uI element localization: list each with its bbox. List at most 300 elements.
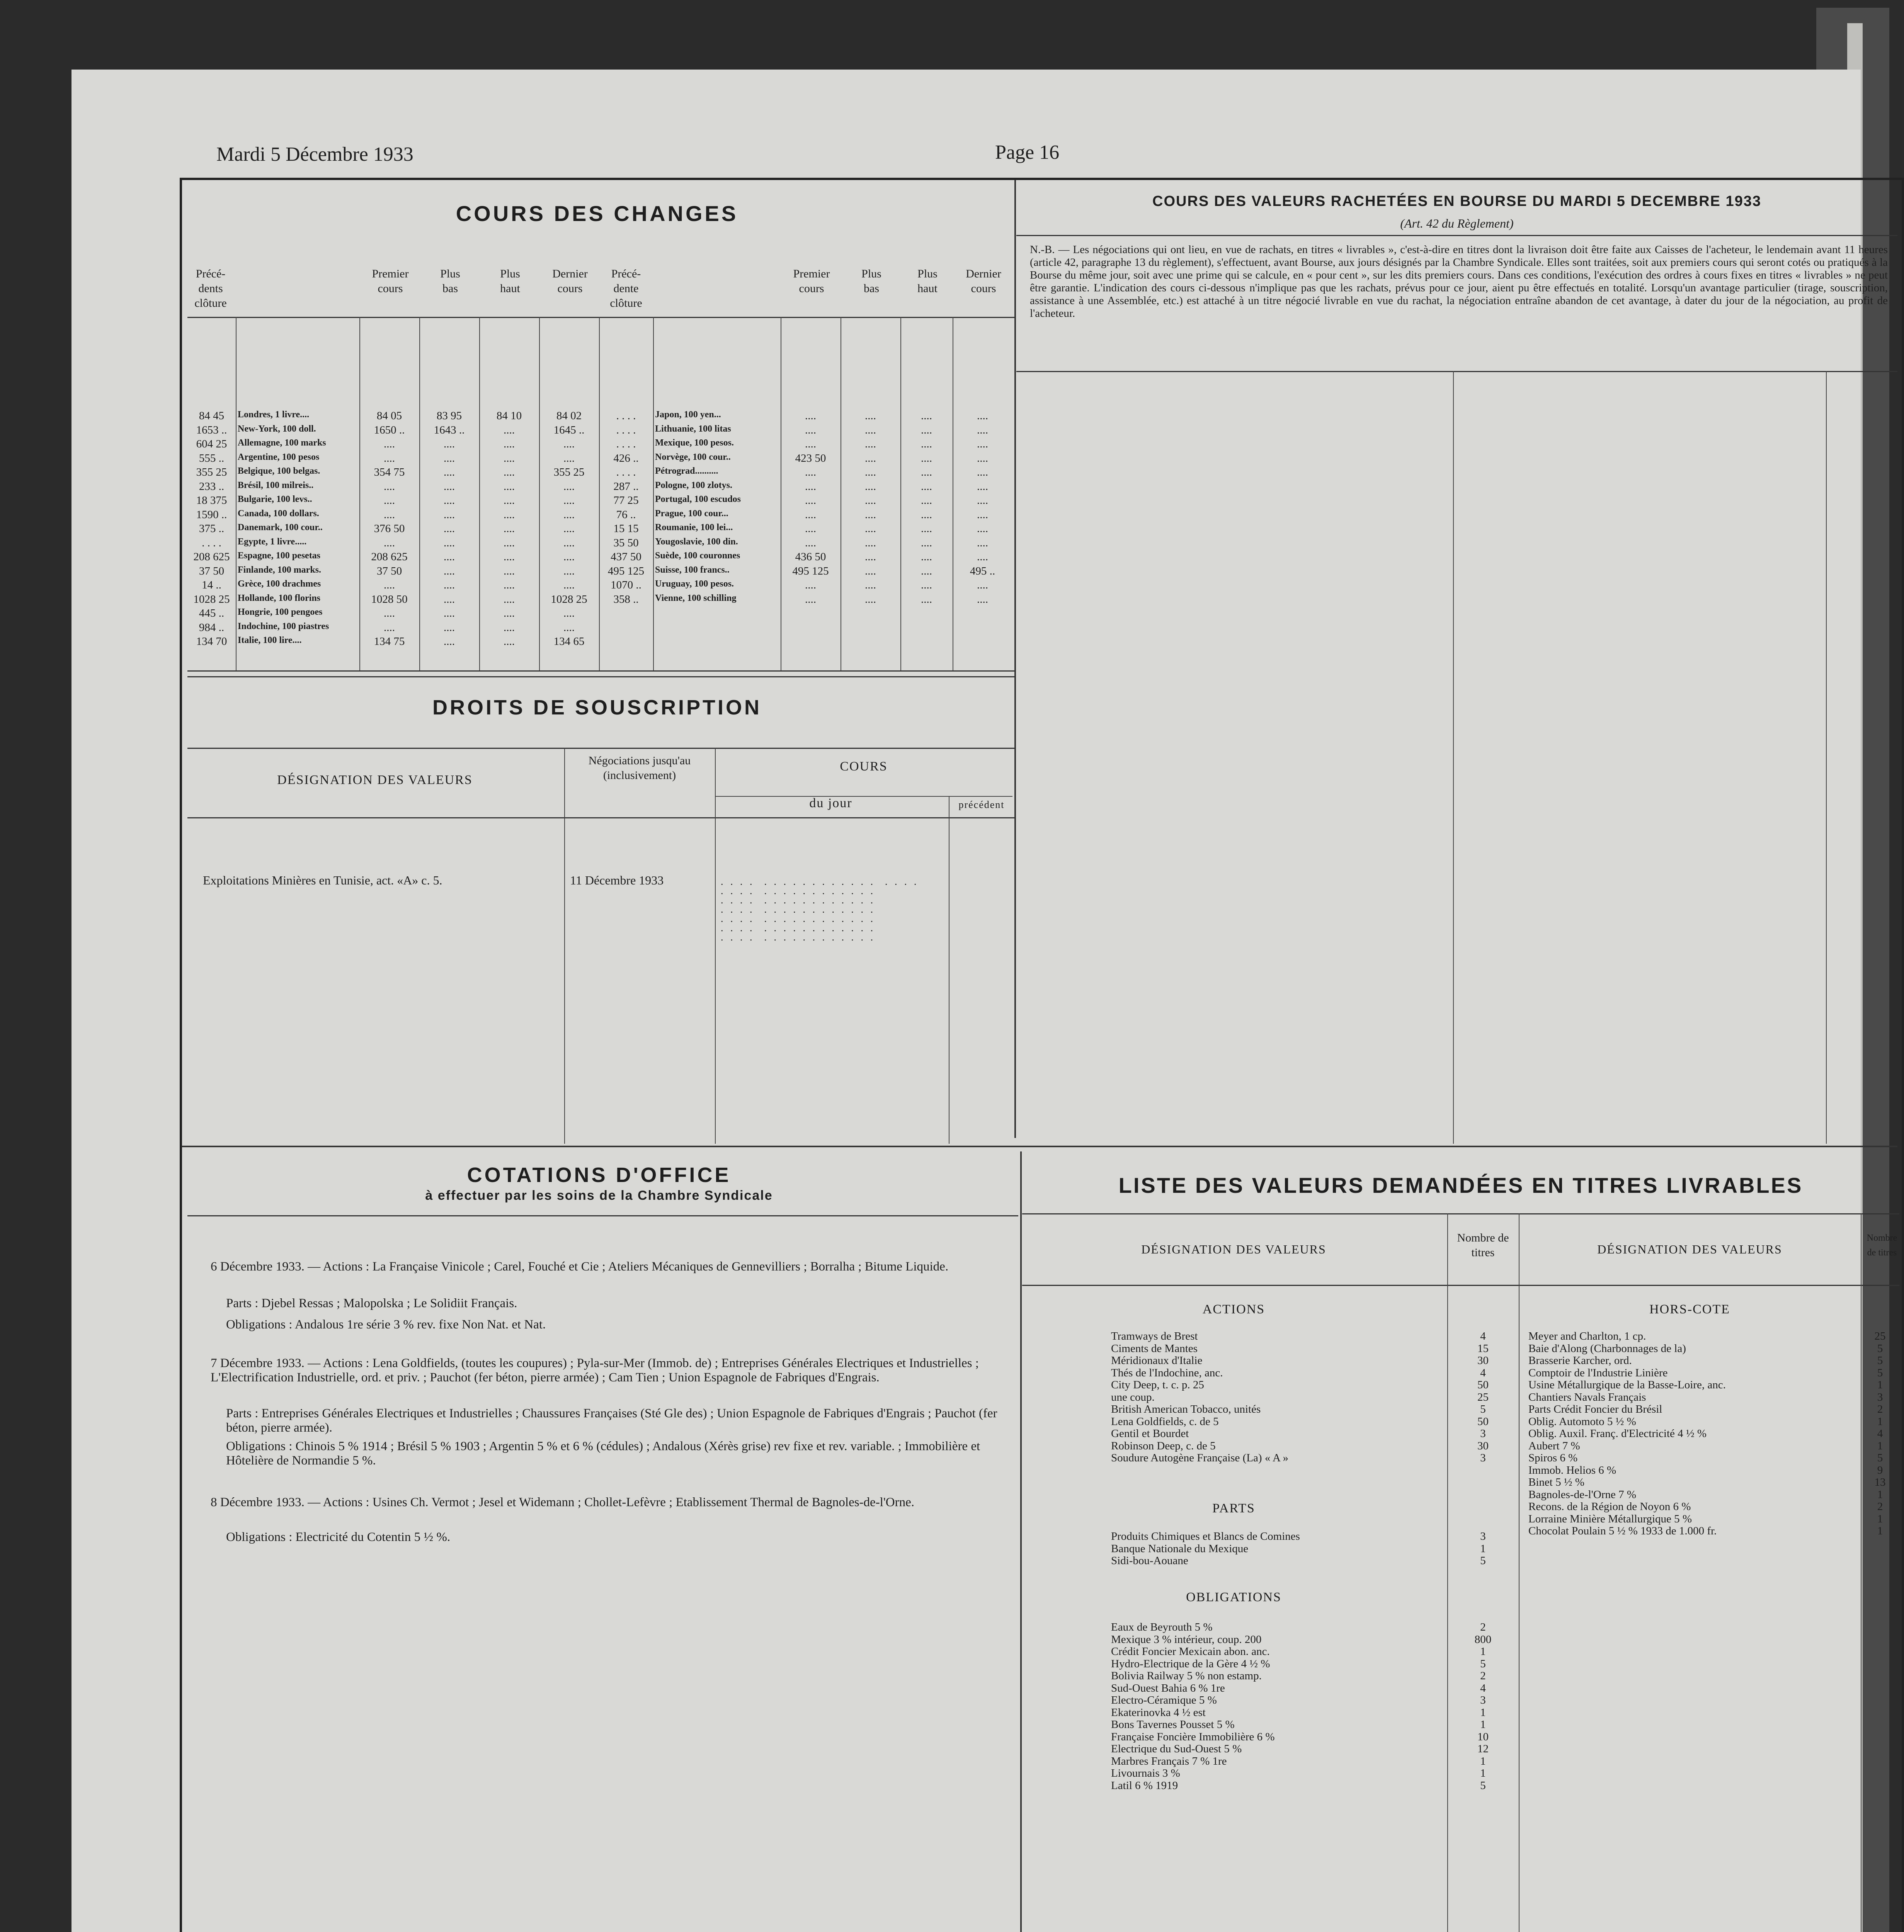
rate-cell: . . . . xyxy=(616,438,636,450)
rate-cell: .... xyxy=(384,508,395,521)
list-item: Brasserie Karcher, ord. xyxy=(1528,1354,1632,1367)
list-item: Recons. de la Région de Noyon 6 % xyxy=(1528,1500,1691,1513)
office-subtitle: à effectuer par les soins de la Chambre Syndicale xyxy=(425,1188,773,1203)
rate-cell: .... xyxy=(921,466,932,478)
list-item: Sud-Ouest Bahia 6 % 1re xyxy=(1111,1682,1225,1694)
rate-cell: .... xyxy=(444,635,455,648)
office-p3: Obligations : Andalous 1re série 3 % rev. fixe Non Nat. et Nat. xyxy=(226,1318,546,1332)
count-cell: 9 xyxy=(1877,1464,1883,1476)
count-cell: 1 xyxy=(1480,1645,1486,1658)
rule xyxy=(599,317,600,670)
currency-name: Uruguay, 100 pesos. xyxy=(655,579,734,589)
list-item: Robinson Deep, c. de 5 xyxy=(1111,1439,1216,1452)
separator-1 xyxy=(182,1146,1897,1147)
list-item: Sidi-bou-Aouane xyxy=(1111,1554,1188,1567)
livrables-col-designation: DÉSIGNATION DES VALEURS xyxy=(1141,1242,1326,1256)
rate-cell: .... xyxy=(563,565,575,577)
list-item: Tramways de Brest xyxy=(1111,1330,1198,1342)
rate-cell: .... xyxy=(563,480,575,493)
currency-name: Londres, 1 livre.... xyxy=(238,410,310,420)
livrables-parts-label: PARTS xyxy=(1212,1501,1255,1515)
rate-cell: 134 75 xyxy=(374,635,405,648)
rate-cell: 14 .. xyxy=(202,579,221,591)
rate-cell: 134 70 xyxy=(196,635,227,648)
rate-cell: 1645 .. xyxy=(553,423,585,436)
rate-cell: .... xyxy=(563,452,575,464)
rate-cell: 355 25 xyxy=(196,466,227,478)
rate-cell: .... xyxy=(805,522,816,535)
count-cell: 1 xyxy=(1877,1415,1883,1428)
currency-name: Danemark, 100 cour.. xyxy=(238,522,323,532)
livrables-actions-label: ACTIONS xyxy=(1202,1302,1265,1316)
currency-name: Bulgarie, 100 levs.. xyxy=(238,494,312,504)
list-item: Bons Tavernes Pousset 5 % xyxy=(1111,1718,1235,1731)
rate-cell: .... xyxy=(805,466,816,478)
rate-cell: .... xyxy=(865,466,876,478)
rate-cell: .... xyxy=(865,438,876,450)
rate-cell: 15 15 xyxy=(613,522,639,535)
rate-cell: .... xyxy=(921,508,932,521)
list-item: Gentil et Bourdet xyxy=(1111,1427,1189,1440)
header-date: Mardi 5 Décembre 1933 xyxy=(216,143,413,165)
rate-cell: .... xyxy=(444,522,455,535)
rate-cell: 84 45 xyxy=(199,410,225,422)
rate-cell: .... xyxy=(504,423,515,436)
rate-cell: .... xyxy=(444,480,455,493)
souscription-row-name: Exploitations Minières en Tunisie, act. «A» c. 5. xyxy=(203,873,442,887)
rate-cell: .... xyxy=(444,452,455,464)
rate-cell: .... xyxy=(865,423,876,436)
livrables-actions-list xyxy=(1111,1330,1443,1464)
rule xyxy=(236,317,237,670)
rate-cell: .... xyxy=(921,480,932,493)
count-cell: 1 xyxy=(1480,1718,1486,1731)
rate-cell: .... xyxy=(563,621,575,634)
rate-cell: 426 .. xyxy=(613,452,639,464)
souscription-col-cours: COURS xyxy=(840,759,888,774)
list-item: Chocolat Poulain 5 ½ % 1933 de 1.000 fr. xyxy=(1528,1525,1717,1537)
rule xyxy=(653,317,654,670)
list-item: Livournais 3 % xyxy=(1111,1767,1180,1779)
rate-cell: 287 .. xyxy=(613,480,639,493)
rate-cell: 1643 .. xyxy=(434,423,465,436)
livrables-parts-list xyxy=(1111,1530,1443,1567)
list-item: Baie d'Along (Charbonnages de la) xyxy=(1528,1342,1686,1355)
count-cell: 5 xyxy=(1877,1342,1883,1355)
rate-cell: .... xyxy=(921,593,932,605)
currency-name: Brésil, 100 milreis.. xyxy=(238,480,314,490)
rate-cell: .... xyxy=(504,607,515,619)
rule xyxy=(1016,235,1897,236)
list-item: Bagnoles-de-l'Orne 7 % xyxy=(1528,1488,1637,1501)
count-cell: 1 xyxy=(1480,1706,1486,1719)
rate-cell: .... xyxy=(444,551,455,563)
currency-name: Pologne, 100 zlotys. xyxy=(655,480,732,490)
livrables-col-nombre: Nombre de titres xyxy=(1457,1231,1509,1259)
rate-cell: .... xyxy=(504,494,515,507)
currency-name: Norvège, 100 cour.. xyxy=(655,452,731,462)
rate-cell: .... xyxy=(444,579,455,591)
rate-cell: .... xyxy=(384,494,395,507)
rate-cell: .... xyxy=(563,522,575,535)
rate-cell: .... xyxy=(977,494,988,507)
list-item: Soudure Autogène Française (La) « A » xyxy=(1111,1452,1289,1464)
count-cell: 3 xyxy=(1480,1694,1486,1706)
count-cell: 12 xyxy=(1477,1743,1489,1755)
count-cell: 50 xyxy=(1477,1415,1489,1428)
list-item: Usine Métallurgique de la Basse-Loire, anc. xyxy=(1528,1379,1726,1391)
rate-cell: .... xyxy=(921,522,932,535)
rate-cell: .... xyxy=(921,579,932,591)
rate-cell: 134 65 xyxy=(553,635,585,648)
rate-cell: .... xyxy=(504,551,515,563)
currency-name: Italie, 100 lire.... xyxy=(238,635,302,645)
livrables-col-designation-2: DÉSIGNATION DES VALEURS xyxy=(1597,1242,1782,1256)
column-divider-mid xyxy=(1020,1151,1022,1932)
rule xyxy=(187,748,1014,749)
header-page: Page 16 xyxy=(995,141,1060,163)
currency-name: Lithuanie, 100 litas xyxy=(655,423,731,434)
rate-cell: .... xyxy=(805,480,816,493)
rate-cell: .... xyxy=(504,466,515,478)
rate-cell: 1650 .. xyxy=(374,423,405,436)
rate-cell: 1070 .. xyxy=(611,579,641,591)
rate-cell: .... xyxy=(444,593,455,605)
currency-name: Finlande, 100 marks. xyxy=(238,565,322,575)
livrables-obligations-list xyxy=(1111,1621,1443,1791)
count-cell: 5 xyxy=(1877,1366,1883,1379)
rate-cell: 1590 .. xyxy=(196,508,227,521)
rate-cell: .... xyxy=(977,480,988,493)
list-item: Aubert 7 % xyxy=(1528,1439,1580,1452)
rate-cell: .... xyxy=(563,536,575,549)
list-item: Bolivia Railway 5 % non estamp. xyxy=(1111,1670,1262,1682)
count-cell: 5 xyxy=(1877,1452,1883,1464)
rate-cell: 37 50 xyxy=(199,565,225,577)
list-item: Comptoir de l'Industrie Linière xyxy=(1528,1366,1668,1379)
rate-cell: 77 25 xyxy=(613,494,639,507)
office-p2: Parts : Djebel Ressas ; Malopolska ; Le Solidiit Français. xyxy=(226,1296,517,1310)
count-cell: 4 xyxy=(1480,1330,1486,1342)
currency-name: Suède, 100 couronnes xyxy=(655,551,740,561)
currency-name: Egypte, 1 livre..... xyxy=(238,536,307,547)
changes-col-bas: Plus bas xyxy=(440,267,460,295)
count-cell: 30 xyxy=(1477,1439,1489,1452)
rule xyxy=(1016,371,1897,372)
rate-cell: 358 .. xyxy=(613,593,639,605)
count-cell: 1 xyxy=(1877,1439,1883,1452)
livrables-horscote-label: HORS-COTE xyxy=(1649,1302,1730,1316)
currency-name: Canada, 100 dollars. xyxy=(238,508,319,519)
rate-cell: 354 75 xyxy=(374,466,405,478)
rate-cell: 1653 .. xyxy=(196,423,227,436)
rate-cell: 83 95 xyxy=(436,410,462,422)
count-cell: 1 xyxy=(1480,1767,1486,1779)
changes-col-haut-2: Plus haut xyxy=(917,267,938,295)
list-item: Eaux de Beyrouth 5 % xyxy=(1111,1621,1213,1633)
livrables-actions-counts xyxy=(1449,1330,1517,1464)
souscription-col-negociations: Négociations jusqu'au (inclusivement) xyxy=(588,754,691,782)
rate-cell: 376 50 xyxy=(374,522,405,535)
rate-cell: .... xyxy=(504,480,515,493)
rate-cell: .... xyxy=(384,452,395,464)
rate-cell: 208 625 xyxy=(371,551,408,563)
list-item: Produits Chimiques et Blancs de Comines xyxy=(1111,1530,1300,1543)
count-cell: 1 xyxy=(1480,1755,1486,1767)
rate-cell: .... xyxy=(504,593,515,605)
rate-cell: .... xyxy=(977,452,988,464)
rate-cell: .... xyxy=(504,621,515,634)
rate-cell: .... xyxy=(977,423,988,436)
rate-cell: .... xyxy=(865,452,876,464)
currency-name: Belgique, 100 belgas. xyxy=(238,466,320,476)
list-item: Ekaterinovka 4 ½ est xyxy=(1111,1706,1206,1719)
rate-cell: .... xyxy=(977,551,988,563)
livrables-parts-counts xyxy=(1449,1530,1517,1567)
list-item: Oblig. Automoto 5 ½ % xyxy=(1528,1415,1636,1428)
office-p1: 6 Décembre 1933. — Actions : La Française Vinicole ; Carel, Fouché et Cie ; Ateliers Mécaniques de Gennevilliers ; Borralha ; Bitume Liquide. xyxy=(211,1260,949,1274)
rate-cell: . . . . xyxy=(616,410,636,422)
rate-cell: .... xyxy=(805,536,816,549)
rule xyxy=(900,317,901,670)
rate-cell: .... xyxy=(865,410,876,422)
rate-cell: 984 .. xyxy=(199,621,225,634)
list-item: Spiros 6 % xyxy=(1528,1452,1578,1464)
column-divider-top xyxy=(1014,180,1016,1138)
rate-cell: 76 .. xyxy=(616,508,636,521)
currency-name: Hollande, 100 florins xyxy=(238,593,321,603)
changes-col-prev2: Précé- dente clôture xyxy=(610,267,642,310)
rule xyxy=(187,1215,1018,1216)
rate-cell: .... xyxy=(504,508,515,521)
rule xyxy=(1022,1285,1899,1286)
list-item: Meyer and Charlton, 1 cp. xyxy=(1528,1330,1646,1342)
rate-cell: .... xyxy=(865,551,876,563)
currency-name: Japon, 100 yen... xyxy=(655,410,721,420)
rule xyxy=(1453,371,1454,1144)
rate-cell: .... xyxy=(444,565,455,577)
list-item: Ciments de Mantes xyxy=(1111,1342,1198,1355)
rate-cell: . . . . xyxy=(202,536,221,549)
rate-cell: .... xyxy=(865,480,876,493)
rate-cell: 495 125 xyxy=(607,565,645,577)
rate-cell: 18 375 xyxy=(196,494,227,507)
rate-cell: .... xyxy=(504,635,515,648)
rate-cell: 555 .. xyxy=(199,452,225,464)
count-cell: 1 xyxy=(1877,1525,1883,1537)
rate-cell: .... xyxy=(563,551,575,563)
livrables-title: LISTE DES VALEURS DEMANDÉES EN TITRES LIVRABLES xyxy=(1118,1173,1803,1197)
rate-cell: .... xyxy=(805,438,816,450)
count-cell: 1 xyxy=(1877,1512,1883,1525)
rate-cell: .... xyxy=(563,607,575,619)
rate-cell: .... xyxy=(921,551,932,563)
count-cell: 2 xyxy=(1480,1670,1486,1682)
count-cell: 1 xyxy=(1877,1379,1883,1391)
rate-cell: 445 .. xyxy=(199,607,225,619)
rate-cell: .... xyxy=(384,579,395,591)
changes-header-rule xyxy=(187,317,1014,318)
list-item: Immob. Helios 6 % xyxy=(1528,1464,1616,1476)
rate-cell: .... xyxy=(977,508,988,521)
rate-cell: 495 .. xyxy=(970,565,995,577)
rate-cell: .... xyxy=(504,438,515,450)
souscription-row-date: 11 Décembre 1933 xyxy=(570,873,664,887)
office-p7: 8 Décembre 1933. — Actions : Usines Ch. Vermot ; Jesel et Widemann ; Chollet-Lefèvre ; Etablissement Thermal de Bagnoles-de-l'Orne. xyxy=(211,1495,915,1509)
changes-col-premier-2: Premier cours xyxy=(793,267,830,295)
rate-cell: 423 50 xyxy=(795,452,826,464)
livrables-col-nombre-2: Nombre de titres xyxy=(1867,1233,1897,1258)
rate-cell: . . . . xyxy=(616,423,636,436)
rate-cell: .... xyxy=(805,494,816,507)
souscription-dots: . . . . . . . . . . . . . . . . . . . . . . . . . . . . . . . . . . . . . . . . . . . . . . . . . . . . . . . . . . . . . . . . . . . . . . . . . . . . . . . . . . . . . . . . . . . . . . . . . . . . . . . . . . . . . . . . . . . . xyxy=(721,876,919,943)
count-cell: 1 xyxy=(1480,1542,1486,1555)
rate-cell: .... xyxy=(805,593,816,605)
rachat-subtitle: (Art. 42 du Règlement) xyxy=(1400,216,1514,230)
rate-cell: .... xyxy=(977,466,988,478)
office-p6: Obligations : Chinois 5 % 1914 ; Brésil 5 % 1903 ; Argentin 5 % et 6 % (cédules) ; Andalous (Xérès grise) rev fixe et rev. variable. ; Immobilière et Hôtelière de Normandie 5 %. xyxy=(226,1439,980,1468)
rate-cell: .... xyxy=(977,536,988,549)
changes-title: COURS DES CHANGES xyxy=(456,201,738,226)
rate-cell: .... xyxy=(865,494,876,507)
office-title: COTATIONS D'OFFICE xyxy=(467,1163,731,1187)
list-item: Latil 6 % 1919 xyxy=(1111,1779,1178,1792)
rate-cell: 208 625 xyxy=(193,551,230,563)
rate-cell: .... xyxy=(444,438,455,450)
rate-cell: .... xyxy=(444,494,455,507)
currency-name: Argentine, 100 pesos xyxy=(238,452,320,462)
list-item: Thés de l'Indochine, anc. xyxy=(1111,1366,1223,1379)
souscription-col-precedent: précédent xyxy=(958,799,1005,810)
rate-cell: .... xyxy=(921,565,932,577)
list-item: Méridionaux d'Italie xyxy=(1111,1354,1203,1367)
count-cell: 3 xyxy=(1480,1427,1486,1440)
currency-name: Pétrograd.......... xyxy=(655,466,718,476)
count-cell: 5 xyxy=(1480,1554,1486,1567)
count-cell: 3 xyxy=(1480,1452,1486,1464)
rate-cell: 1028 25 xyxy=(193,593,230,605)
rule xyxy=(1022,1213,1899,1214)
rate-cell: 355 25 xyxy=(553,466,585,478)
currency-name: Grèce, 100 drachmes xyxy=(238,579,321,589)
currency-name: Suisse, 100 francs.. xyxy=(655,565,730,575)
currency-name: Espagne, 100 pesetas xyxy=(238,551,321,561)
rate-cell: 233 .. xyxy=(199,480,225,493)
count-cell: 15 xyxy=(1477,1342,1489,1355)
rate-cell: .... xyxy=(563,494,575,507)
count-cell: 4 xyxy=(1877,1427,1883,1440)
currency-name: Vienne, 100 schilling xyxy=(655,593,737,603)
count-cell: 25 xyxy=(1874,1330,1886,1342)
rate-cell: .... xyxy=(977,522,988,535)
rate-cell: 436 50 xyxy=(795,551,826,563)
changes-col-prev: Précé- dents clôture xyxy=(194,267,227,310)
rate-cell: .... xyxy=(977,593,988,605)
changes-col-haut: Plus haut xyxy=(500,267,520,295)
list-item: Française Foncière Immobilière 6 % xyxy=(1111,1730,1275,1743)
rate-cell: .... xyxy=(805,423,816,436)
rule xyxy=(1826,371,1827,1144)
rate-cell: .... xyxy=(504,565,515,577)
rule xyxy=(187,817,1014,818)
currency-name: Yougoslavie, 100 din. xyxy=(655,536,738,547)
currency-name: New-York, 100 doll. xyxy=(238,423,316,434)
rate-cell: .... xyxy=(384,536,395,549)
rate-cell: 437 50 xyxy=(611,551,641,563)
list-item: Lena Goldfields, c. de 5 xyxy=(1111,1415,1219,1428)
rate-cell: .... xyxy=(563,579,575,591)
livrables-obligations-label: OBLIGATIONS xyxy=(1186,1590,1281,1604)
rate-cell: 495 125 xyxy=(792,565,829,577)
rate-cell: .... xyxy=(444,466,455,478)
changes-col-dernier-2: Dernier cours xyxy=(966,267,1001,295)
rate-cell: 84 10 xyxy=(496,410,522,422)
rate-cell: .... xyxy=(504,536,515,549)
list-item: Hydro-Electrique de la Gère 4 ½ % xyxy=(1111,1657,1270,1670)
changes-col-dernier: Dernier cours xyxy=(552,267,588,295)
rate-cell: .... xyxy=(805,410,816,422)
souscription-col-jour: du jour xyxy=(809,796,852,810)
livrables-obligations-counts xyxy=(1449,1621,1517,1791)
list-item: Banque Nationale du Mexique xyxy=(1111,1542,1249,1555)
count-cell: 30 xyxy=(1477,1354,1489,1367)
rate-cell: .... xyxy=(504,579,515,591)
rate-cell: 84 05 xyxy=(376,410,402,422)
rate-cell: 35 50 xyxy=(613,536,639,549)
currency-name: Allemagne, 100 marks xyxy=(238,438,326,448)
count-cell: 5 xyxy=(1480,1657,1486,1670)
list-item: City Deep, t. c. p. 25 xyxy=(1111,1379,1204,1391)
rate-cell: .... xyxy=(444,536,455,549)
office-p8: Obligations : Electricité du Cotentin 5 ½ %. xyxy=(226,1530,451,1544)
rate-cell: .... xyxy=(921,423,932,436)
rate-cell: .... xyxy=(384,607,395,619)
rate-cell: .... xyxy=(921,410,932,422)
count-cell: 3 xyxy=(1877,1391,1883,1403)
list-item: Electrique du Sud-Ouest 5 % xyxy=(1111,1743,1242,1755)
rate-cell: .... xyxy=(444,508,455,521)
list-item: Oblig. Auxil. Franç. d'Electricité 4 ½ % xyxy=(1528,1427,1707,1440)
rule xyxy=(564,748,565,1144)
changes-bottom-rule xyxy=(187,670,1014,672)
rate-cell: .... xyxy=(865,579,876,591)
count-cell: 5 xyxy=(1877,1354,1883,1367)
count-cell: 5 xyxy=(1480,1403,1486,1415)
currency-name: Indochine, 100 piastres xyxy=(238,621,329,631)
rate-cell: .... xyxy=(977,410,988,422)
newspaper-page xyxy=(71,70,1897,1932)
changes-bottom-rule-2 xyxy=(187,676,1014,677)
count-cell: 13 xyxy=(1874,1476,1886,1488)
rate-cell: 84 02 xyxy=(556,410,582,422)
list-item: Mexique 3 % intérieur, coup. 200 xyxy=(1111,1633,1262,1646)
count-cell: 2 xyxy=(1480,1621,1486,1633)
currency-name: Roumanie, 100 lei... xyxy=(655,522,733,532)
count-cell: 800 xyxy=(1474,1633,1492,1646)
count-cell: 25 xyxy=(1477,1391,1489,1403)
count-cell: 10 xyxy=(1477,1730,1489,1743)
rachat-title: COURS DES VALEURS RACHETÉES EN BOURSE DU MARDI 5 DECEMBRE 1933 xyxy=(1152,193,1761,209)
rate-cell: 1028 50 xyxy=(371,593,408,605)
livrables-horscote-list xyxy=(1528,1330,1859,1537)
office-p4: 7 Décembre 1933. — Actions : Lena Goldfields, (toutes les coupures) ; Pyla-sur-Mer (Immob. de) ; Entreprises Générales Electriques et Industrielles ; L'Electrification Industrielle, ord. et priv. ; Pauchot (fer béton, pierre armée) ; Cam Tien ; Union Espagnole de Fabriques d'Engrais. xyxy=(211,1356,979,1384)
rate-cell: .... xyxy=(921,536,932,549)
souscription-title: DROITS DE SOUSCRIPTION xyxy=(432,696,762,719)
count-cell: 2 xyxy=(1877,1403,1883,1415)
rate-cell: 37 50 xyxy=(376,565,402,577)
rate-cell: .... xyxy=(444,621,455,634)
rate-cell: .... xyxy=(384,621,395,634)
